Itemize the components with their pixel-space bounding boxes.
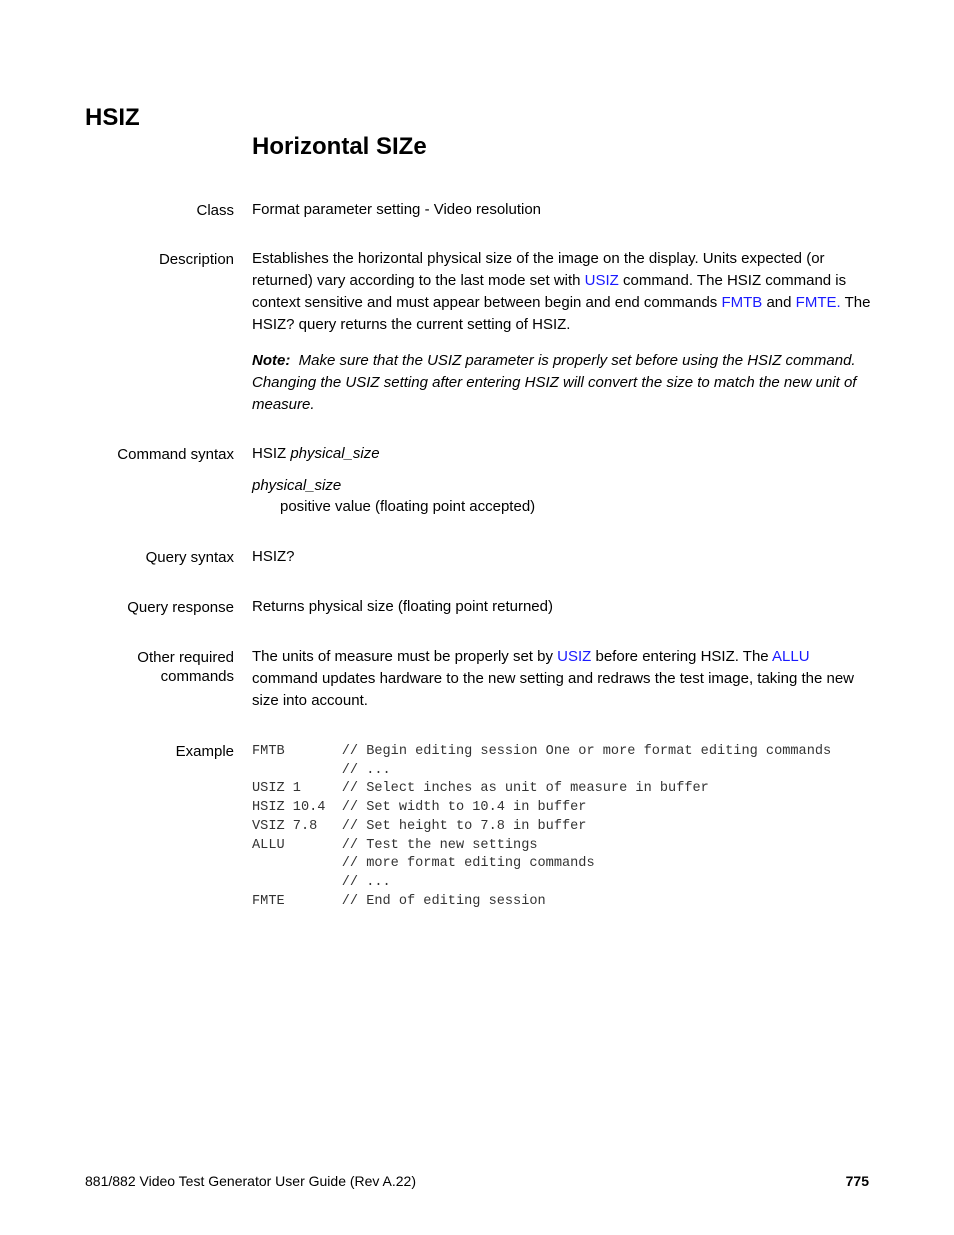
footer-doc-title: 881/882 Video Test Generator User Guide (Rev A.22) bbox=[85, 1173, 417, 1189]
command-syntax-label: Command syntax bbox=[117, 446, 234, 463]
description-note bbox=[252, 350, 872, 416]
description-text: command. The HSIZ command is context sensitive and must appear between begin and end commands bbox=[252, 272, 847, 311]
command-title: Horizontal SIZe bbox=[252, 133, 427, 160]
note-label: Note: bbox=[252, 352, 291, 369]
description-text: and bbox=[762, 294, 796, 311]
other-required-value bbox=[252, 646, 872, 712]
other-required-label-line2: commands bbox=[160, 668, 234, 685]
command-name: HSIZ bbox=[85, 104, 140, 131]
fmtb-link[interactable]: FMTB bbox=[721, 294, 763, 311]
example-label: Example bbox=[175, 743, 234, 760]
class-label: Class bbox=[196, 202, 234, 219]
other-required-label-line1: Other required bbox=[137, 649, 234, 666]
usiz-link[interactable]: USIZ bbox=[584, 272, 619, 289]
fmte-link[interactable]: FMTE. bbox=[795, 294, 841, 311]
query-response-value: Returns physical size (floating point returned) bbox=[252, 598, 553, 615]
allu-link[interactable]: ALLU bbox=[772, 648, 810, 665]
command-syntax-value bbox=[252, 443, 872, 465]
description-paragraph bbox=[252, 248, 872, 336]
description-label: Description bbox=[158, 251, 234, 268]
footer-page-number: 775 bbox=[845, 1173, 869, 1189]
param-name: physical_size bbox=[252, 477, 342, 494]
query-response-label: Query response bbox=[127, 599, 234, 616]
other-required-label bbox=[74, 648, 234, 686]
syntax-param: physical_size bbox=[290, 445, 380, 462]
query-syntax-label: Query syntax bbox=[145, 549, 234, 566]
note-text: Make sure that the USIZ parameter is properly set before using the HSIZ command. Changing the USIZ setting after entering HSIZ will convert the size to match the new unit of measure. bbox=[252, 352, 857, 413]
usiz-link[interactable]: USIZ bbox=[557, 648, 592, 665]
description-text: Establishes the horizontal physical size of the image on the display. Units expected (or returned) vary according to the last mode set with bbox=[252, 250, 825, 289]
syntax-command: HSIZ bbox=[252, 445, 287, 462]
other-required-text: command updates hardware to the new setting and redraws the test image, taking the new size into account. bbox=[252, 670, 855, 709]
other-required-text: before entering HSIZ. The bbox=[591, 648, 772, 665]
description-text: The HSIZ? query returns the current setting of HSIZ. bbox=[252, 294, 871, 333]
class-value: Format parameter setting - Video resolution bbox=[252, 201, 542, 218]
other-required-text: The units of measure must be properly set by bbox=[252, 648, 558, 665]
query-syntax-value: HSIZ? bbox=[252, 548, 295, 565]
example-code: FMTB // Begin editing session One or more format editing commands // ... USIZ 1 // Select inches as unit of measure in buffer HSIZ 10.4 // Set width to 10.4 in buffer VSIZ 7.8 // Set height to 7.8 in buffer ALLU // Test the new settings // more format editing commands // ... FMTE // End of editing session bbox=[252, 744, 832, 909]
param-description: positive value (floating point accepted) bbox=[280, 498, 536, 515]
